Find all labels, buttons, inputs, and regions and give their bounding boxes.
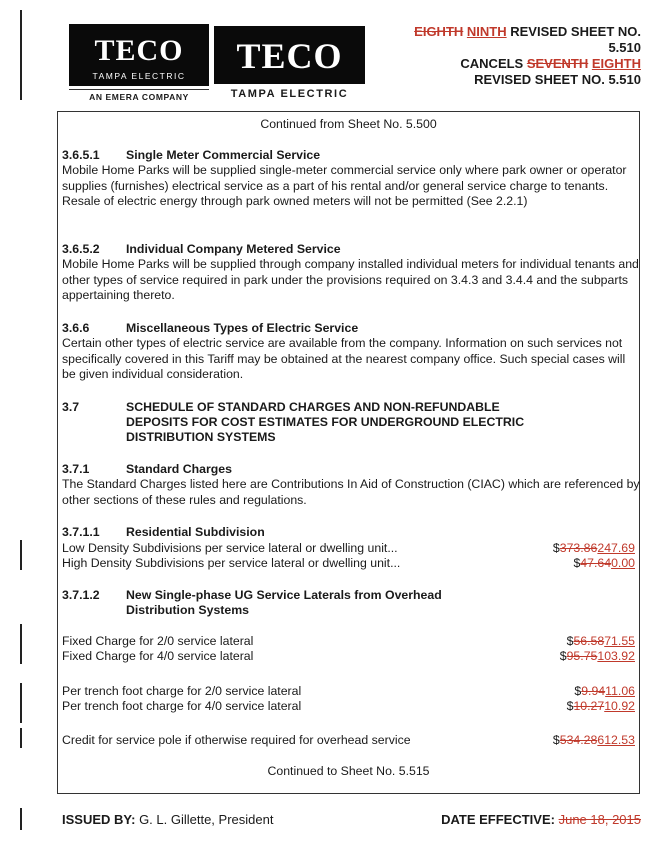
section-366-text: Certain other types of electric service are available from the company. Information on such services not specifically covered in this Tariff may be obtained at the nearest company office. Such special cases will be given individual consideration. xyxy=(62,336,626,381)
charge-value: $10.2710.92 xyxy=(566,699,635,713)
cancels-label: CANCELS xyxy=(460,56,527,71)
section-3711-heading xyxy=(62,525,265,540)
section-title: Single Meter Commercial Service xyxy=(126,148,321,162)
charge-row xyxy=(62,699,635,714)
logo-left-sub: TAMPA ELECTRIC xyxy=(92,71,186,81)
section-title: Residential Subdivision xyxy=(126,525,265,539)
cancels-sheet: REVISED SHEET NO. 5.510 xyxy=(474,72,641,87)
section-number: 3.7.1 xyxy=(62,462,90,476)
section-37-title-line: DISTRIBUTION SYSTEMS xyxy=(126,430,276,444)
logo-left-tagline: AN EMERA COMPANY xyxy=(69,89,209,102)
sheet-label: REVISED SHEET NO. xyxy=(506,24,641,39)
logo-left-text: TECO xyxy=(94,34,184,67)
section-number: 3.6.5.2 xyxy=(62,242,100,256)
section-3712-heading xyxy=(62,588,442,603)
charge-label: Fixed Charge for 2/0 service lateral xyxy=(62,634,254,648)
section-title: Individual Company Metered Service xyxy=(126,242,341,256)
charge-value: $95.75103.92 xyxy=(559,649,635,663)
teco-logo-left xyxy=(69,24,209,86)
change-bar xyxy=(20,624,22,664)
issued-by-value: G. L. Gillette, President xyxy=(139,812,274,827)
issued-by xyxy=(62,812,273,827)
teco-logo-right xyxy=(214,26,365,84)
section-title: Miscellaneous Types of Electric Service xyxy=(126,321,359,335)
continued-from: Continued from Sheet No. 5.500 xyxy=(260,117,437,131)
section-3651-heading xyxy=(62,148,320,163)
charge-value: $9.9411.06 xyxy=(574,684,635,698)
change-bar xyxy=(20,540,22,570)
section-3652-text: Mobile Home Parks will be supplied through company installed individual meters for individual tenants and other types of service required in park under the provisions required on 3.4.3 and 3.4.4 and the subparts appertaining thereto. xyxy=(62,257,639,302)
charge-value: $56.5871.55 xyxy=(566,634,635,648)
section-371-heading xyxy=(62,462,232,477)
section-3652-heading xyxy=(62,242,341,257)
section-371-text: The Standard Charges listed here are Contributions In Aid of Construction (CIAC) which are referenced by other sections of these rules and regulations. xyxy=(62,477,640,507)
section-number: 3.7.1.1 xyxy=(62,525,100,539)
section-title-line: SCHEDULE OF STANDARD CHARGES AND NON-REFUNDABLE xyxy=(126,400,500,414)
charge-row xyxy=(62,684,635,699)
section-title-line: New Single-phase UG Service Laterals from Overhead xyxy=(126,588,442,602)
charge-label: Fixed Charge for 4/0 service lateral xyxy=(62,649,254,663)
sheet-no: 5.510 xyxy=(608,40,641,55)
change-bar xyxy=(20,10,22,100)
charge-row xyxy=(62,733,635,748)
sheet-old-revision: EIGHTH xyxy=(414,24,464,39)
charge-label: High Density Subdivisions per service lateral or dwelling unit... xyxy=(62,556,401,570)
change-bar xyxy=(20,808,22,830)
charge-value: $534.28612.53 xyxy=(552,733,635,747)
change-bar xyxy=(20,683,22,723)
section-title: Standard Charges xyxy=(126,462,232,476)
section-3651-text: Mobile Home Parks will be supplied single-meter commercial service only where park owner or operator supplies (furnishes) electrical service as a part of his rental and/or general service charge to tenants. Resale of electric energy through park owned meters will not be permitted (See 2.2.1) xyxy=(62,163,627,208)
section-number: 3.6.5.1 xyxy=(62,148,100,162)
charge-value: $47.640.00 xyxy=(573,556,635,570)
date-effective-label: DATE EFFECTIVE: xyxy=(441,812,555,827)
sheet-number-header xyxy=(414,24,641,88)
charge-label: Low Density Subdivisions per service lateral or dwelling unit... xyxy=(62,541,398,555)
logo-right-sub: TAMPA ELECTRIC xyxy=(230,88,349,100)
charge-value: $373.86247.69 xyxy=(552,541,635,555)
change-bar xyxy=(20,728,22,748)
sheet-new-revision: NINTH xyxy=(466,24,507,39)
section-3712-title-line: Distribution Systems xyxy=(126,603,249,617)
charge-label: Credit for service pole if otherwise required for overhead service xyxy=(62,733,411,747)
section-366-heading xyxy=(62,321,358,336)
charge-row xyxy=(62,634,635,649)
charge-label: Per trench foot charge for 4/0 service lateral xyxy=(62,699,302,713)
charge-row xyxy=(62,649,635,664)
continued-to: Continued to Sheet No. 5.515 xyxy=(267,764,430,778)
cancels-new-revision: EIGHTH xyxy=(591,56,641,71)
section-number: 3.7.1.2 xyxy=(62,588,100,602)
issued-by-label: ISSUED BY: xyxy=(62,812,136,827)
section-37-title-line: DEPOSITS FOR COST ESTIMATES FOR UNDERGROUND ELECTRIC xyxy=(126,415,525,429)
section-number: 3.7 xyxy=(62,400,80,414)
date-effective xyxy=(441,812,641,827)
date-effective-old: June 18, 2015 xyxy=(558,812,641,827)
section-37-heading xyxy=(62,400,500,415)
charge-label: Per trench foot charge for 2/0 service lateral xyxy=(62,684,302,698)
cancels-old-revision: SEVENTH xyxy=(526,56,589,71)
charge-row xyxy=(62,556,635,571)
section-number: 3.6.6 xyxy=(62,321,90,335)
logo-right-text: TECO xyxy=(236,36,343,76)
charge-row xyxy=(62,541,635,556)
